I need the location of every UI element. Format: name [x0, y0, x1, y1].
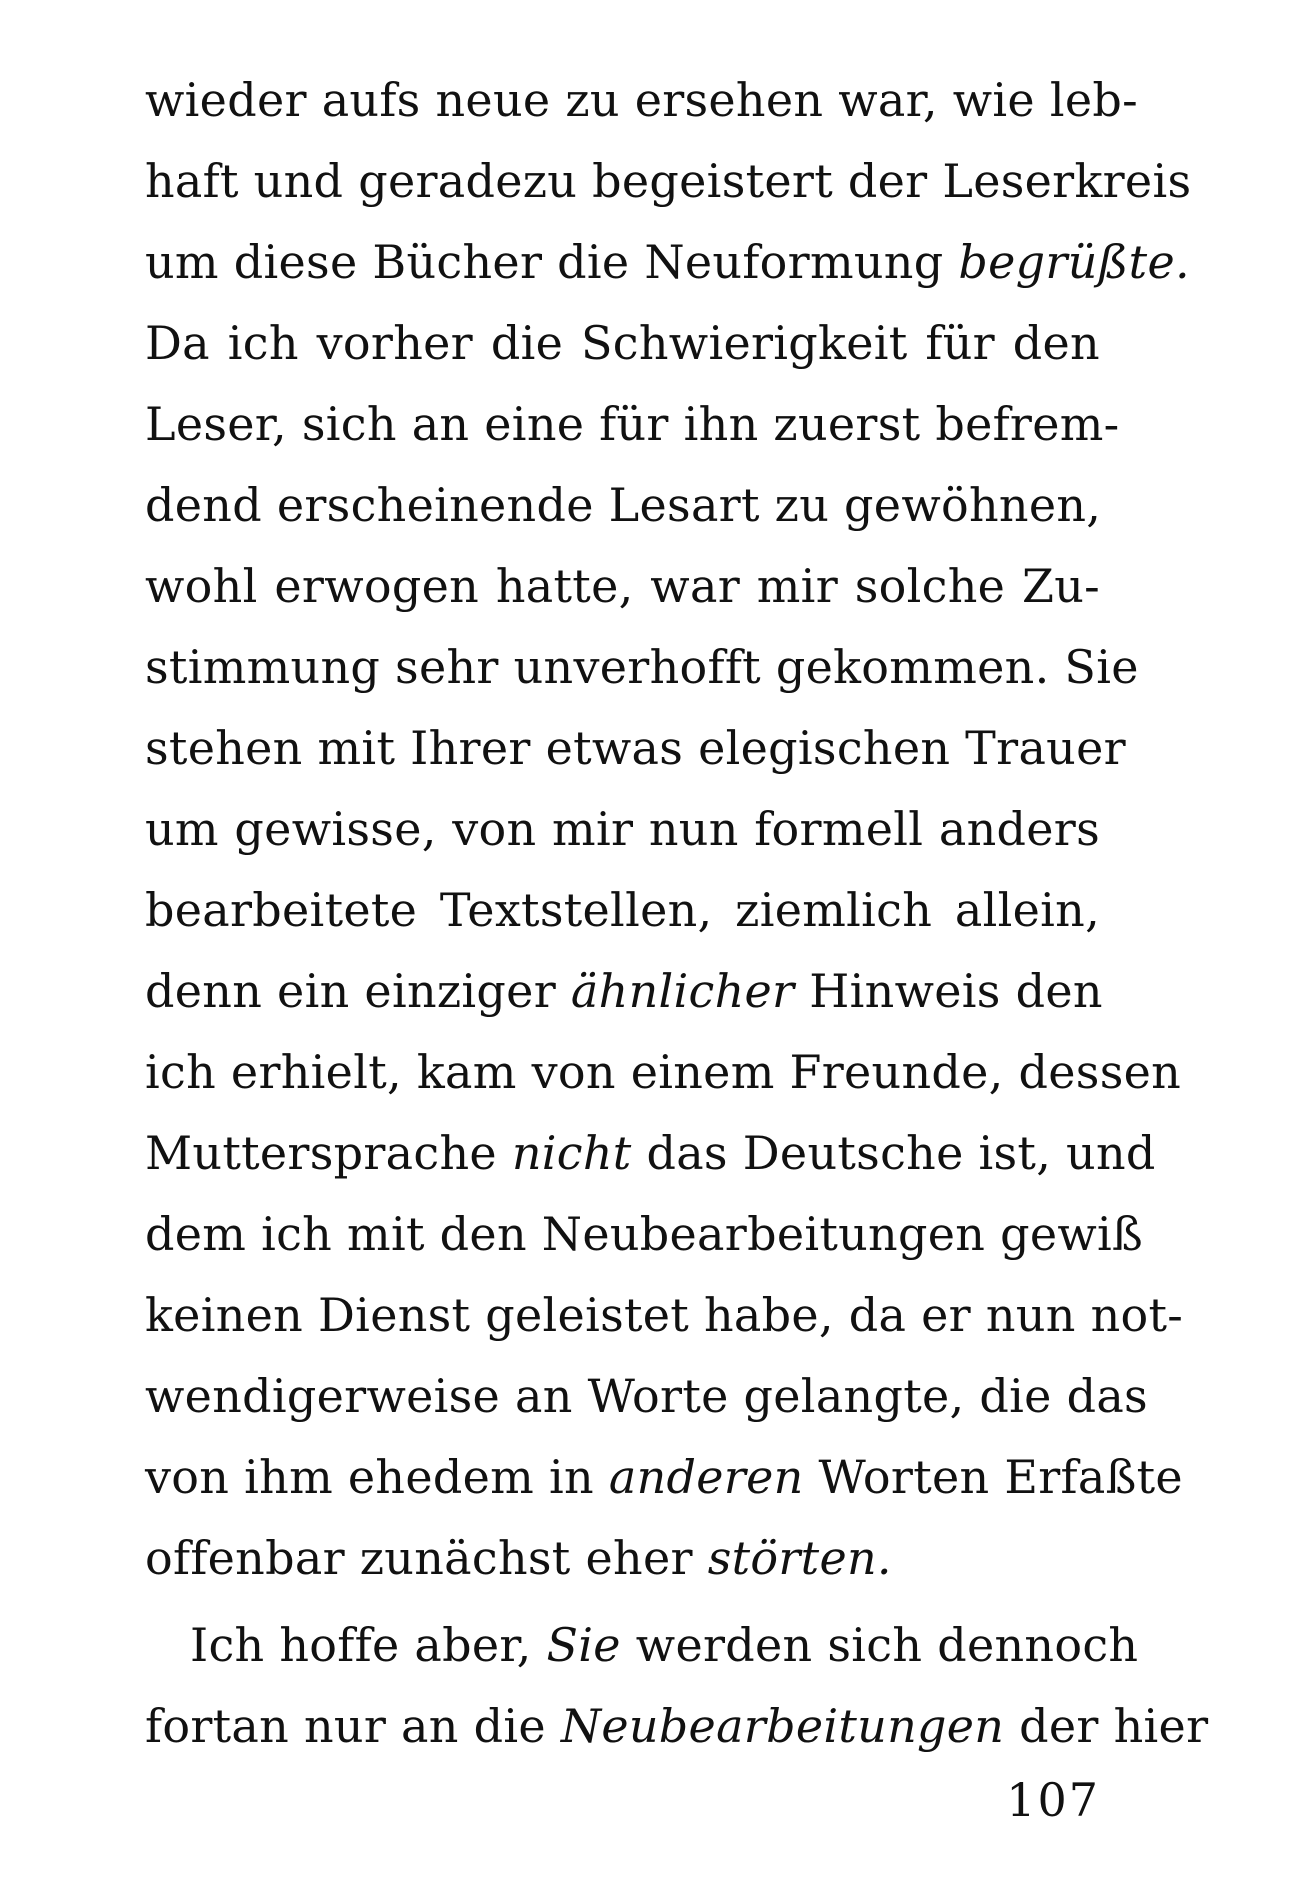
- text-segment: offenbar zunächst eher: [145, 1531, 708, 1585]
- text-segment: stehen mit Ihrer etwas elegischen Trauer: [145, 721, 1126, 775]
- text-line: [145, 303, 1100, 384]
- text-segment: um diese Bücher die Neuformung: [145, 235, 959, 289]
- text-line: [145, 1518, 1100, 1599]
- text-segment: wendigerweise an Worte gelangte, die das: [145, 1369, 1148, 1423]
- body-text: [145, 60, 1209, 1767]
- text-line: [145, 1032, 1182, 1113]
- text-segment: denn ein einziger: [145, 964, 571, 1018]
- text-line: [145, 546, 1100, 627]
- text-segment: dem ich mit den Neubearbeitungen gewiß: [145, 1207, 1144, 1261]
- text-segment: von ihm ehedem in: [145, 1450, 609, 1504]
- text-segment: haft und geradezu begeistert der Leserkreis: [145, 154, 1192, 208]
- italic-text: anderen: [608, 1450, 804, 1504]
- text-segment: dend erscheinende Lesart zu gewöhnen,: [145, 478, 1102, 532]
- text-line: [145, 1275, 1184, 1356]
- text-segment: das Deutsche ist, und: [631, 1126, 1156, 1180]
- text-segment: Worten Erfaßte: [803, 1450, 1183, 1504]
- text-line: [145, 1356, 1148, 1437]
- text-segment: fortan nur an die: [145, 1699, 561, 1753]
- italic-text: Neubearbeitungen: [560, 1699, 1005, 1753]
- text-line: [145, 1194, 1144, 1275]
- text-line: [145, 870, 1100, 951]
- text-segment: wieder aufs neue zu ersehen war, wie leb-: [145, 73, 1138, 127]
- text-line: [145, 384, 1120, 465]
- text-line: [145, 708, 1126, 789]
- text-segment: der hier: [1004, 1699, 1209, 1753]
- text-line: [145, 465, 1100, 546]
- text-segment: um gewisse, von mir nun formell anders: [145, 802, 1100, 856]
- text-segment: Leser, sich an eine für ihn zuerst befrem-: [145, 397, 1120, 451]
- text-segment: werden sich dennoch: [620, 1618, 1139, 1672]
- text-line: [145, 1113, 1156, 1194]
- text-segment: stimmung sehr unverhofft gekommen. Sie: [145, 640, 1139, 694]
- page-number: 107: [1006, 1773, 1100, 1827]
- text-line: [145, 141, 1192, 222]
- italic-text: störten.: [707, 1531, 892, 1585]
- italic-text: nicht: [511, 1126, 632, 1180]
- text-line: [145, 1605, 1139, 1686]
- italic-text: ähnlicher: [570, 964, 795, 1018]
- italic-text: begrüßte.: [958, 235, 1190, 289]
- text-line: [145, 1686, 1209, 1767]
- text-segment: ich erhielt, kam von einem Freunde, dessen: [145, 1045, 1182, 1099]
- text-line: [145, 60, 1138, 141]
- text-segment: Muttersprache: [145, 1126, 512, 1180]
- text-segment: Hinweis den: [794, 964, 1103, 1018]
- text-line: [145, 1437, 1183, 1518]
- text-line: [145, 789, 1100, 870]
- text-segment: wohl erwogen hatte, war mir solche Zu-: [145, 559, 1100, 613]
- text-line: [145, 222, 1190, 303]
- text-segment: bearbeitete Textstellen, ziemlich allein,: [145, 883, 1100, 937]
- text-segment: Ich hoffe aber,: [190, 1618, 547, 1672]
- text-segment: Da ich vorher die Schwierigkeit für den: [145, 316, 1100, 370]
- text-line: [145, 627, 1139, 708]
- text-segment: keinen Dienst geleistet habe, da er nun not-: [145, 1288, 1184, 1342]
- text-line: [145, 951, 1103, 1032]
- italic-text: Sie: [546, 1618, 621, 1672]
